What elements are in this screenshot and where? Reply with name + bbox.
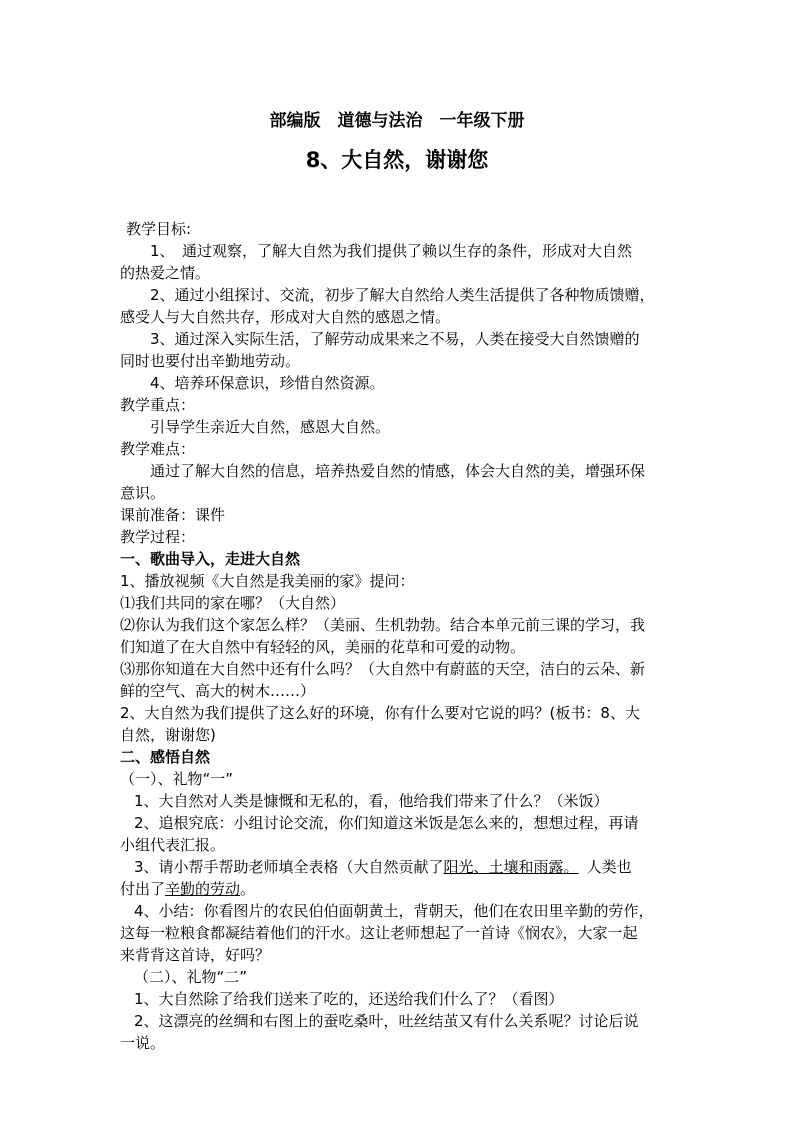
section-label-goals: 教学目标: bbox=[126, 220, 192, 238]
paragraph-line: 3、通过深入实际生活，了解劳动成果来之不易，人类在接受大自然馈赠的 bbox=[150, 330, 640, 348]
line-text: 人类也 bbox=[586, 858, 632, 876]
section-heading-1: 一、歌曲导入，走进大自然 bbox=[120, 550, 301, 568]
paragraph-line: 通过了解大自然的信息，培养热爱自然的情感，体会大自然的美，增强环保 bbox=[150, 462, 646, 480]
paragraph-line: 一说。 bbox=[120, 1034, 166, 1052]
paragraph-line: 1、播放视频《大自然是我美丽的家》提问： bbox=[120, 572, 415, 590]
paragraph-line bbox=[134, 856, 694, 878]
paragraph-line: 2、追根究底：小组讨论交流，你们知道这米饭是怎么来的，想想过程，再请 bbox=[134, 814, 639, 832]
paragraph-line: 意识。 bbox=[120, 484, 166, 502]
section-label-preparation: 课前准备：课件 bbox=[120, 506, 226, 524]
section-label-difficulty: 教学难点： bbox=[120, 440, 196, 458]
section-heading-2: 二、感悟自然 bbox=[120, 748, 211, 766]
paragraph-line: 自然，谢谢您) bbox=[120, 726, 216, 744]
paragraph-line: 鲜的空气、高大的树木……） bbox=[120, 682, 316, 700]
underlined-answer: 辛勤的劳动 bbox=[165, 880, 241, 898]
paragraph-line: ⑶那你知道在大自然中还有什么吗？（大自然中有蔚蓝的天空，洁白的云朵、新 bbox=[120, 660, 646, 678]
paragraph-line: 2、这漂亮的丝绸和右图上的蚕吃桑叶，吐丝结茧又有什么关系呢？讨论后说 bbox=[134, 1012, 639, 1030]
lesson-title: 8、大自然，谢谢您 bbox=[305, 148, 489, 172]
paragraph-line: ⑵你认为我们这个家怎么样？（美丽、生机勃勃。结合本单元前三课的学习，我 bbox=[120, 616, 646, 634]
line-text: 。 bbox=[240, 880, 256, 898]
paragraph-line: 引导学生亲近大自然，感恩大自然。 bbox=[150, 418, 391, 436]
line-text: 3、请小帮手帮助老师填全表格（大自然贡献了 bbox=[134, 858, 444, 876]
paragraph-line: 们知道了在大自然中有轻轻的风，美丽的花草和可爱的动物。 bbox=[120, 638, 526, 656]
paragraph-line bbox=[120, 878, 680, 900]
paragraph-line: 这每一粒粮食都凝结着他们的汗水。这让老师想起了一首诗《悯农》，大家一起 bbox=[120, 924, 638, 942]
paragraph-line: 来背背这首诗，好吗？ bbox=[120, 946, 271, 964]
underlined-answer: 阳光、土壤和雨露。 bbox=[443, 858, 579, 876]
section-label-process: 教学过程： bbox=[120, 528, 196, 546]
paragraph-line: 感受人与大自然共存，形成对大自然的感恩之情。 bbox=[120, 308, 451, 326]
paragraph-line: 1、 通过观察，了解大自然为我们提供了赖以生存的条件，形成对大自然 bbox=[150, 242, 633, 260]
paragraph-line: ⑴我们共同的家在哪？（大自然） bbox=[120, 594, 346, 612]
paragraph-line: 4、培养环保意识，珍惜自然资源。 bbox=[150, 374, 385, 392]
edition-header: 部编版 道德与法治 一年级下册 bbox=[269, 111, 525, 131]
paragraph-line: 小组代表汇报。 bbox=[120, 836, 226, 854]
paragraph-line: 的热爱之情。 bbox=[120, 264, 211, 282]
paragraph-line: 同时也要付出辛勤地劳动。 bbox=[120, 352, 301, 370]
line-text: 付出了 bbox=[120, 880, 166, 898]
subsection-heading-2: （二）、礼物“二” bbox=[134, 968, 248, 986]
section-label-focus: 教学重点： bbox=[120, 396, 196, 414]
paragraph-line: 1、大自然除了给我们送来了吃的，还送给我们什么了？（看图） bbox=[134, 990, 564, 1008]
paragraph-line: 2、大自然为我们提供了这么好的环境，你有什么要对它说的吗？(板书：8、大 bbox=[120, 704, 640, 722]
paragraph-line: 4、小结：你看图片的农民伯伯面朝黄土，背朝天，他们在农田里辛勤的劳作， bbox=[134, 902, 654, 920]
subsection-heading-1: （一）、礼物“一” bbox=[120, 770, 234, 788]
paragraph-line: 1、大自然对人类是慷慨和无私的，看，他给我们带来了什么？（米饭） bbox=[134, 792, 609, 810]
paragraph-line: 2、通过小组探讨、交流，初步了解大自然给人类生活提供了各种物质馈赠， bbox=[150, 286, 655, 304]
